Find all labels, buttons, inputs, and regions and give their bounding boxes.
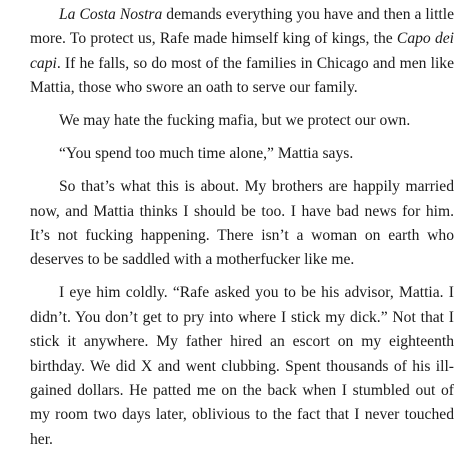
italic-phrase: Capo dei capi <box>30 30 454 72</box>
paragraph-5 <box>30 281 454 452</box>
text-run: . If he falls, so do most of the families in Chicago and men like Mattia, those who swore an oath to serve our family. <box>30 54 454 97</box>
text-run: I eye him coldly. “Rafe asked you to be his advisor, Mattia. I didn’t. You don’t get to pry into where I stick my dick.” Not that I stick it anywhere. My father hired an escort on my eighteenth birthday. We did X and went clubbing. Spent thousands of his ill-gained dollars. He patted me on the back when I stumbled out of my room two days later, oblivious to the fact that I never touched her. <box>30 284 454 448</box>
book-page <box>30 3 454 452</box>
text-run: So that’s what this is about. My brothers are happily married now, and Mattia thinks I should be too. I have bad news for him. It’s not fucking happening. There isn’t a woman on earth who deserves to be saddled with a motherfucker like me. <box>30 178 454 269</box>
dialogue-line: “You spend too much time alone,” Mattia says. <box>59 145 354 163</box>
paragraph-3 <box>30 142 454 166</box>
italic-phrase: La Costa Nostra <box>59 6 163 23</box>
text-run: demands everything you have and then a little more. To protect us, Rafe made himself king of kings, the <box>30 6 454 48</box>
paragraph-2 <box>30 109 454 133</box>
text-run: We may hate the fucking mafia, but we protect our own. <box>59 112 411 130</box>
paragraph-1 <box>30 3 454 101</box>
paragraph-4 <box>30 175 454 273</box>
